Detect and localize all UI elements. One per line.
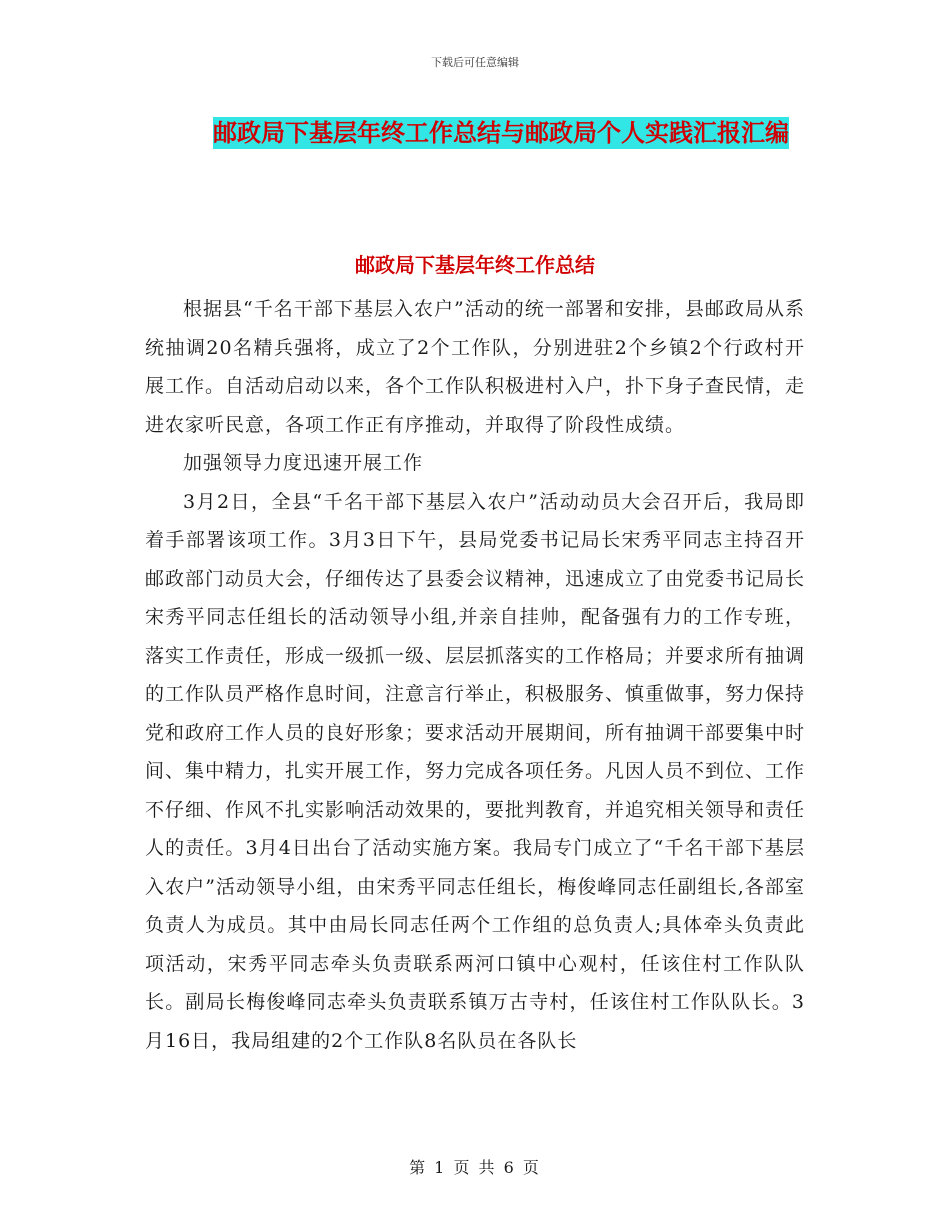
body-text (145, 290, 805, 1060)
page-number-footer: 第 1 页 共 6 页 (409, 1158, 541, 1177)
paragraph: 加强领导力度迅速开展工作 (183, 452, 424, 474)
document-title (192, 110, 810, 156)
paragraph: 根据县“千名干部下基层入农户”活动的统一部署和安排，县邮政局从系统抽调20名精兵强将，成立了2个工作队，分别进驻2个乡镇2个行政村开展工作。自活动启动以来，各个工作队积极进村入户，扑下身子查民情，走进农家听民意，各项工作正有序推动，并取得了阶段性成绩。 (145, 298, 806, 436)
section-title: 邮政局下基层年终工作总结 (355, 253, 595, 277)
paragraph: 3月2日，全县“千名干部下基层入农户”活动动员大会召开后，我局即着手部署该项工作。3月3日下午，县局党委书记局长宋秀平同志主持召开邮政部门动员大会，仔细传达了县委会议精神，迅速成立了由党委书记局长宋秀平同志任组长的活动领导小组,并亲自挂帅，配备强有力的工作专班，落实工作责任，形成一级抓一级、层层抓落实的工作格局；并要求所有抽调的工作队员严格作息时间，注意言行举止，积极服务、慎重做事，努力保持党和政府工作人员的良好形象；要求活动开展期间，所有抽调干部要集中时间、集中精力，扎实开展工作，努力完成各项任务。凡因人员不到位、工作不仔细、作风不扎实影响活动效果的，要批判教育，并追究相关领导和责任人的责任。3月4日出台了活动实施方案。我局专门成立了“千名干部下基层入农户”活动领导小组，由宋秀平同志任组长，梅俊峰同志任副组长,各部室负责人为成员。其中由局长同志任两个工作组的总负责人;具体牵头负责此项活动，宋秀平同志牵头负责联系两河口镇中心观村，任该住村工作队队长。副局长梅俊峰同志牵头负责联系镇万古寺村，任该住村工作队队长。3月16日，我局组建的2个工作队8名队员在各队长 (145, 490, 806, 1052)
document-title-text: 邮政局下基层年终工作总结与邮政局个人实践汇报汇编 (213, 119, 789, 147)
header-note: 下载后可任意编辑 (431, 56, 519, 69)
